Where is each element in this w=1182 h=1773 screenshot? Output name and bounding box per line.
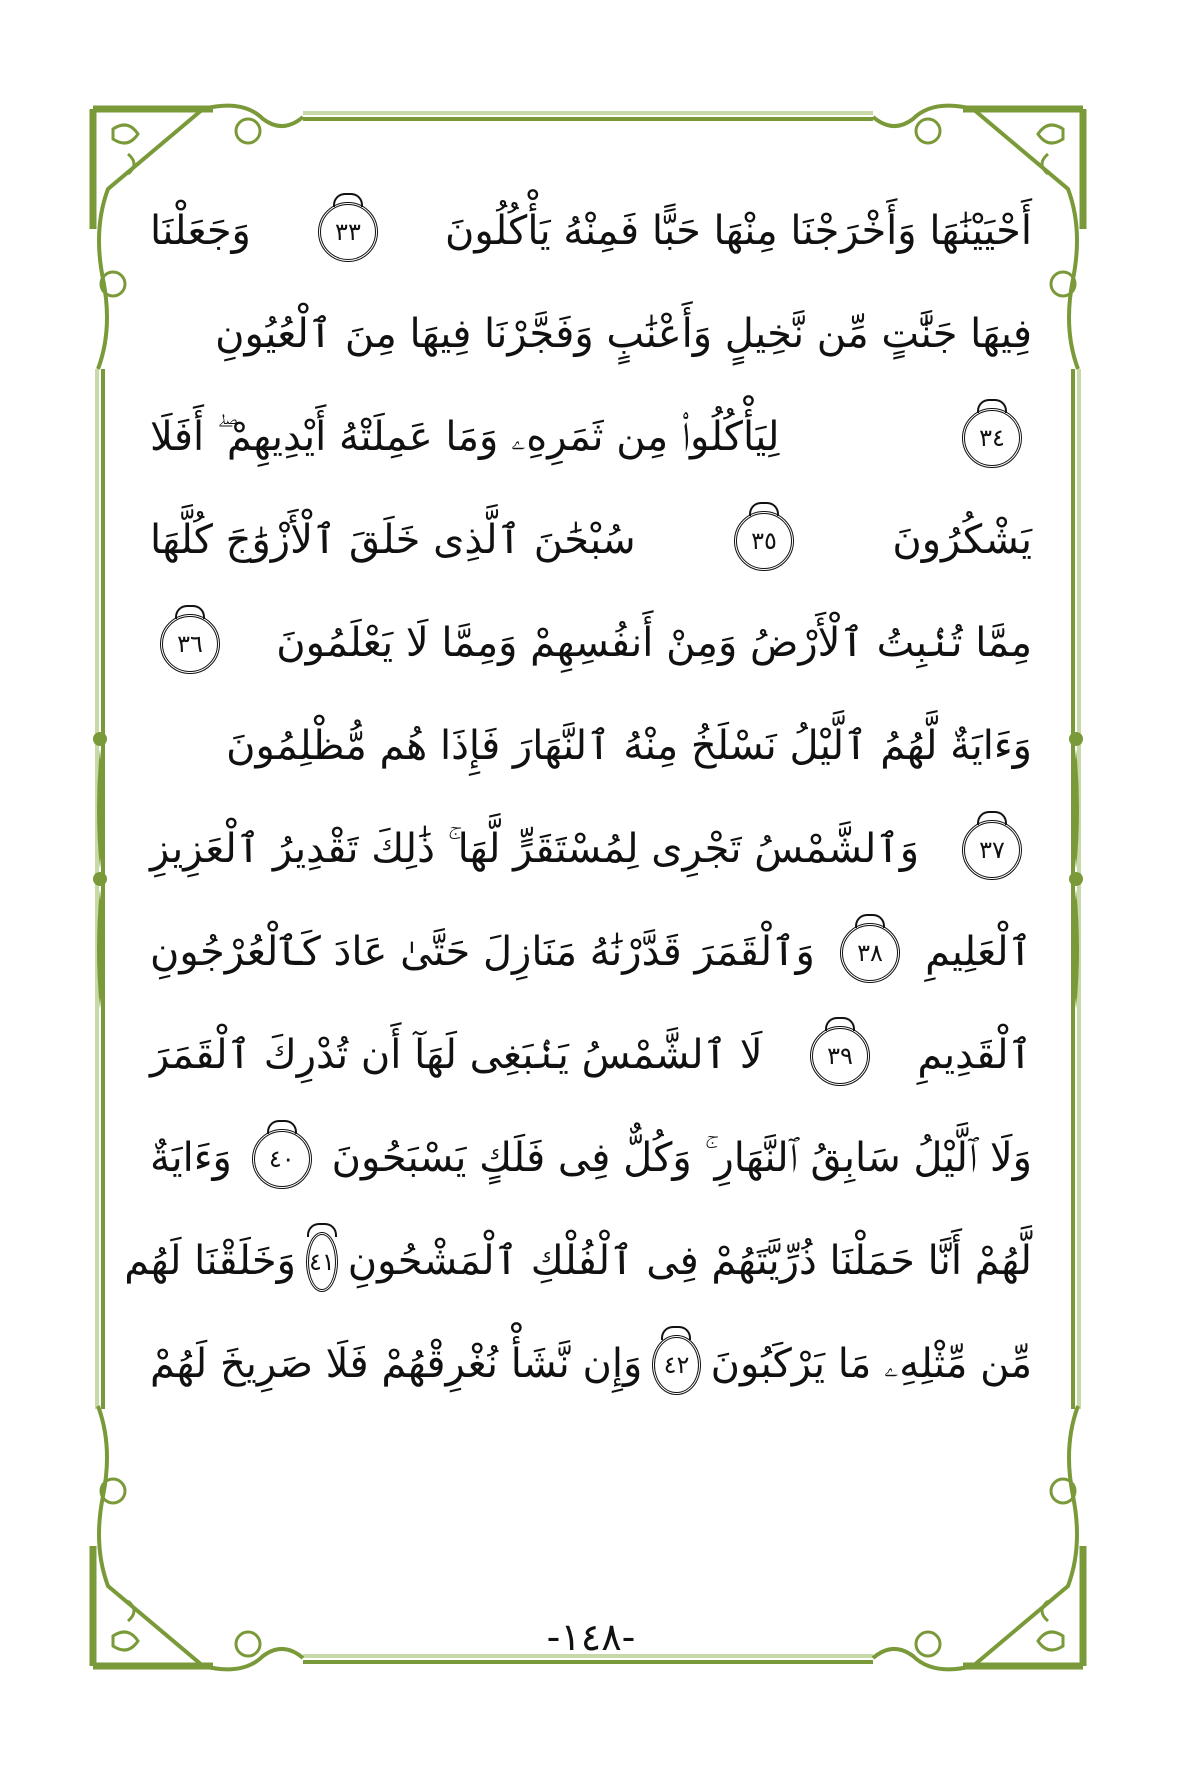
ayah-number-marker: ٣٣ <box>318 202 378 262</box>
page-number: -١٤٨- <box>546 1615 636 1659</box>
ayah-number-marker: ٣٤ <box>962 408 1022 468</box>
ayah-number-marker: ٤٠ <box>252 1129 312 1189</box>
verse-text: سُبْحَٰنَ ٱلَّذِى خَلَقَ ٱلْأَزْوَٰجَ كُلَّهَا <box>150 517 636 563</box>
text-line-7 <box>150 798 1032 901</box>
ayah-number-marker: ٣٩ <box>810 1026 870 1086</box>
verse-text: ٱلْعَلِيمِ <box>925 929 1032 975</box>
ayah-number-marker: ٤٢ <box>652 1335 700 1395</box>
verse-text: وَجَعَلْنَا <box>150 208 251 254</box>
verse-text: وَٱلْقَمَرَ قَدَّرْنَٰهُ مَنَازِلَ حَتَّىٰ عَادَ كَٱلْعُرْجُونِ <box>150 929 815 975</box>
verse-text: وَءَايَةٌ لَّهُمُ ٱلَّيْلُ نَسْلَخُ مِنْهُ ٱلنَّهَارَ فَإِذَا هُم مُّظْلِمُونَ <box>226 723 1032 769</box>
verse-text: يَشْكُرُونَ <box>892 517 1032 563</box>
verse-text: مِمَّا تُنۢبِتُ ٱلْأَرْضُ وَمِنْ أَنفُسِهِمْ وَمِمَّا لَا يَعْلَمُونَ <box>276 620 1032 666</box>
verse-text: وَءَايَةٌ <box>150 1135 232 1181</box>
ayah-number-marker: ٣٥ <box>734 511 794 571</box>
verse-text: وَإِن نَّشَأْ نُغْرِقْهُمْ فَلَا صَرِيخَ لَهُمْ <box>150 1341 643 1387</box>
verse-text: وَلَا ٱلَّيْلُ سَابِقُ ٱلنَّهَارِ ۚ وَكُلٌّ فِى فَلَكٍ يَسْبَحُونَ <box>331 1135 1032 1181</box>
text-line-2 <box>150 283 1032 386</box>
text-line-3 <box>150 386 1032 489</box>
verse-text: مِّن مِّثْلِهِۦ مَا يَرْكَبُونَ <box>710 1341 1032 1387</box>
verse-text: لَا ٱلشَّمْسُ يَنۢبَغِى لَهَآ أَن تُدْرِكَ ٱلْقَمَرَ <box>150 1032 763 1078</box>
verse-text: وَخَلَقْنَا لَهُم <box>124 1238 296 1284</box>
ayah-number-marker: ٣٦ <box>160 614 220 674</box>
text-line-4 <box>150 489 1032 592</box>
verse-text: أَحْيَيْنَٰهَا وَأَخْرَجْنَا مِنْهَا حَبًّا فَمِنْهُ يَأْكُلُونَ <box>445 208 1032 254</box>
text-line-9 <box>150 1004 1032 1107</box>
verse-text: وَٱلشَّمْسُ تَجْرِى لِمُسْتَقَرٍّ لَّهَا ۚ ذَٰلِكَ تَقْدِيرُ ٱلْعَزِيزِ <box>150 826 920 872</box>
verse-text: لِيَأْكُلُوا۟ مِن ثَمَرِهِۦ وَمَا عَمِلَتْهُ أَيْدِيهِمْ ۖ أَفَلَا <box>150 414 780 460</box>
ayah-number-marker: ٣٨ <box>840 923 900 983</box>
text-line-8 <box>150 901 1032 1004</box>
verse-text: فِيهَا جَنَّٰتٍ مِّن نَّخِيلٍ وَأَعْنَٰبٍ وَفَجَّرْنَا فِيهَا مِنَ ٱلْعُيُونِ <box>215 311 1032 357</box>
text-line-10 <box>150 1107 1032 1210</box>
text-line-11 <box>124 1210 1032 1313</box>
text-line-1 <box>150 180 1032 283</box>
text-line-6 <box>150 695 1032 798</box>
verse-text: ٱلْقَدِيمِ <box>917 1032 1032 1078</box>
verse-text: لَّهُمْ أَنَّا حَمَلْنَا ذُرِّيَّتَهُمْ فِى ٱلْفُلْكِ ٱلْمَشْحُونِ <box>347 1238 1032 1284</box>
ayah-number-marker: ٣٧ <box>962 820 1022 880</box>
ayah-number-marker: ٤١ <box>306 1232 338 1292</box>
text-line-5 <box>150 592 1032 695</box>
text-line-12 <box>150 1313 1032 1416</box>
